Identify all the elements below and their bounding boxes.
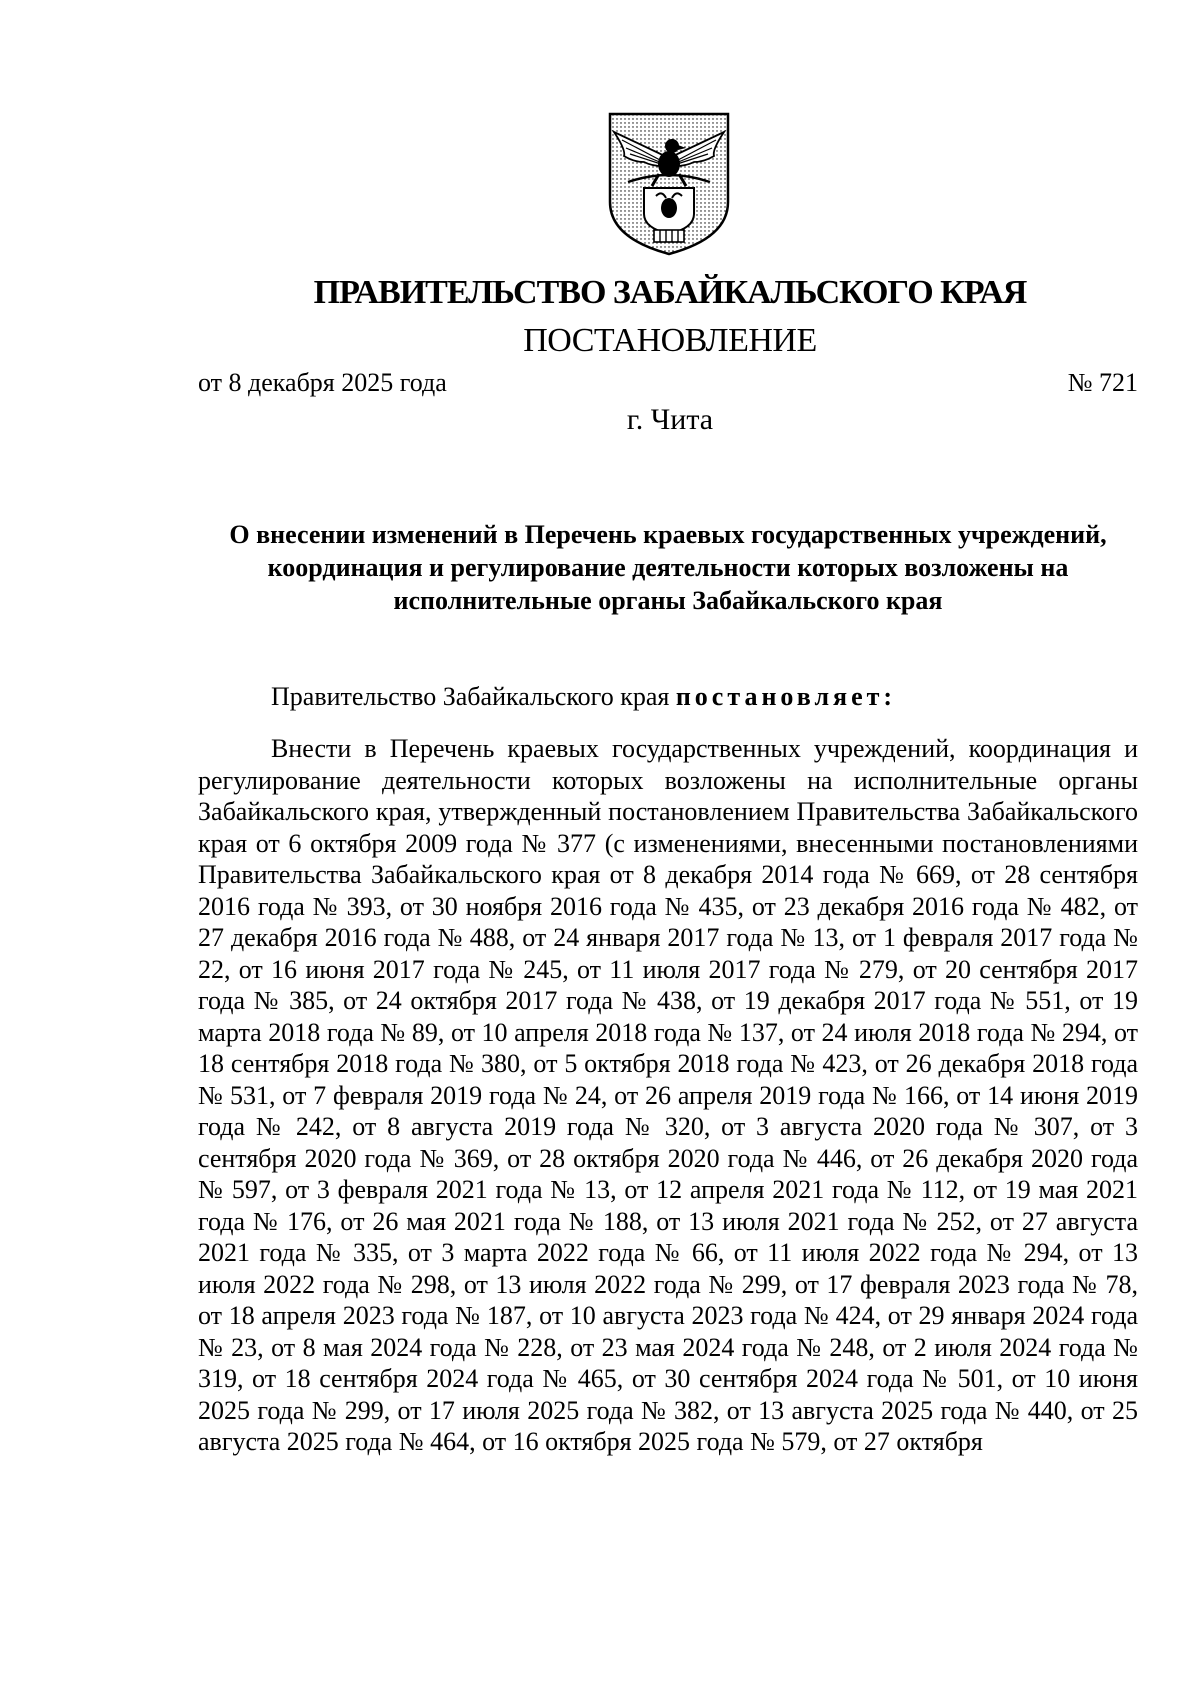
document-number: № 721 [1067, 368, 1138, 397]
preamble-lead: Правительство Забайкальского края [271, 682, 676, 711]
document-city: г. Чита [626, 403, 714, 436]
document-date: от 8 декабря 2025 года [198, 368, 447, 397]
document-subject: О внесении изменений в Перечень краевых государственных учреждений, координация и регулирование деятельности которых возложены на исполнительные органы Забайкальского края [229, 520, 1107, 615]
preamble [271, 682, 896, 712]
preamble-resolves: постановляет: [675, 682, 897, 711]
coat-of-arms-icon [604, 110, 734, 258]
body-paragraph: Внести в Перечень краевых государственных учреждений, координация и регулирование деятельности которых возложены на исполнительные органы Забайкальского края, утвержденный постановлением Правительства Забайкальского края от 6 октября 2009 года № 377 (с изменениями, внесенными постановлениями Правительства Забайкальского края от 8 декабря 2014 года № 669, от 28 сентября 2016 года № 393, от 30 ноября 2016 года № 435, от 23 декабря 2016 года № 482, от 27 декабря 2016 года № 488, от 24 января 2017 года № 13, от 1 февраля 2017 года № 22, от 16 июня 2017 года № 245, от 11 июля 2017 года № 279, от 20 сентября 2017 года № 385, от 24 октября 2017 года № 438, от 19 декабря 2017 года № 551, от 19 марта 2018 года № 89, от 10 апреля 2018 года № 137, от 24 июля 2018 года № 294, от 18 сентября 2018 года № 380, от 5 октября 2018 года № 423, от 26 декабря 2018 года № 531, от 7 февраля 2019 года № 24, от 26 апреля 2019 года № 166, от 14 июня 2019 года № 242, от 8 августа 2019 года № 320, от 3 августа 2020 года № 307, от 3 сентября 2020 года № 369, от 28 октября 2020 года № 446, от 26 декабря 2020 года № 597, от 3 февраля 2021 года № 13, от 12 апреля 2021 года № 112, от 19 мая 2021 года № 176, от 26 мая 2021 года № 188, от 13 июля 2021 года № 252, от 27 августа 2021 года № 335, от 3 марта 2022 года № 66, от 11 июля 2022 года № 294, от 13 июля 2022 года № 298, от 13 июля 2022 года № 299, от 17 февраля 2023 года № 78, от 18 апреля 2023 года № 187, от 10 августа 2023 года № 424, от 29 января 2024 года № 23, от 8 мая 2024 года № 228, от 23 мая 2024 года № 248, от 2 июля 2024 года № 319, от 18 сентября 2024 года № 465, от 30 сентября 2024 года № 501, от 10 июня 2025 года № 299, от 17 июля 2025 года № 382, от 13 августа 2025 года № 440, от 25 августа 2025 года № 464, от 16 октября 2025 года № 579, от 27 октября [198, 734, 1138, 1456]
government-name: ПРАВИТЕЛЬСТВО ЗАБАЙКАЛЬСКОГО КРАЯ [313, 274, 1027, 311]
document-type: ПОСТАНОВЛЕНИЕ [523, 322, 817, 359]
